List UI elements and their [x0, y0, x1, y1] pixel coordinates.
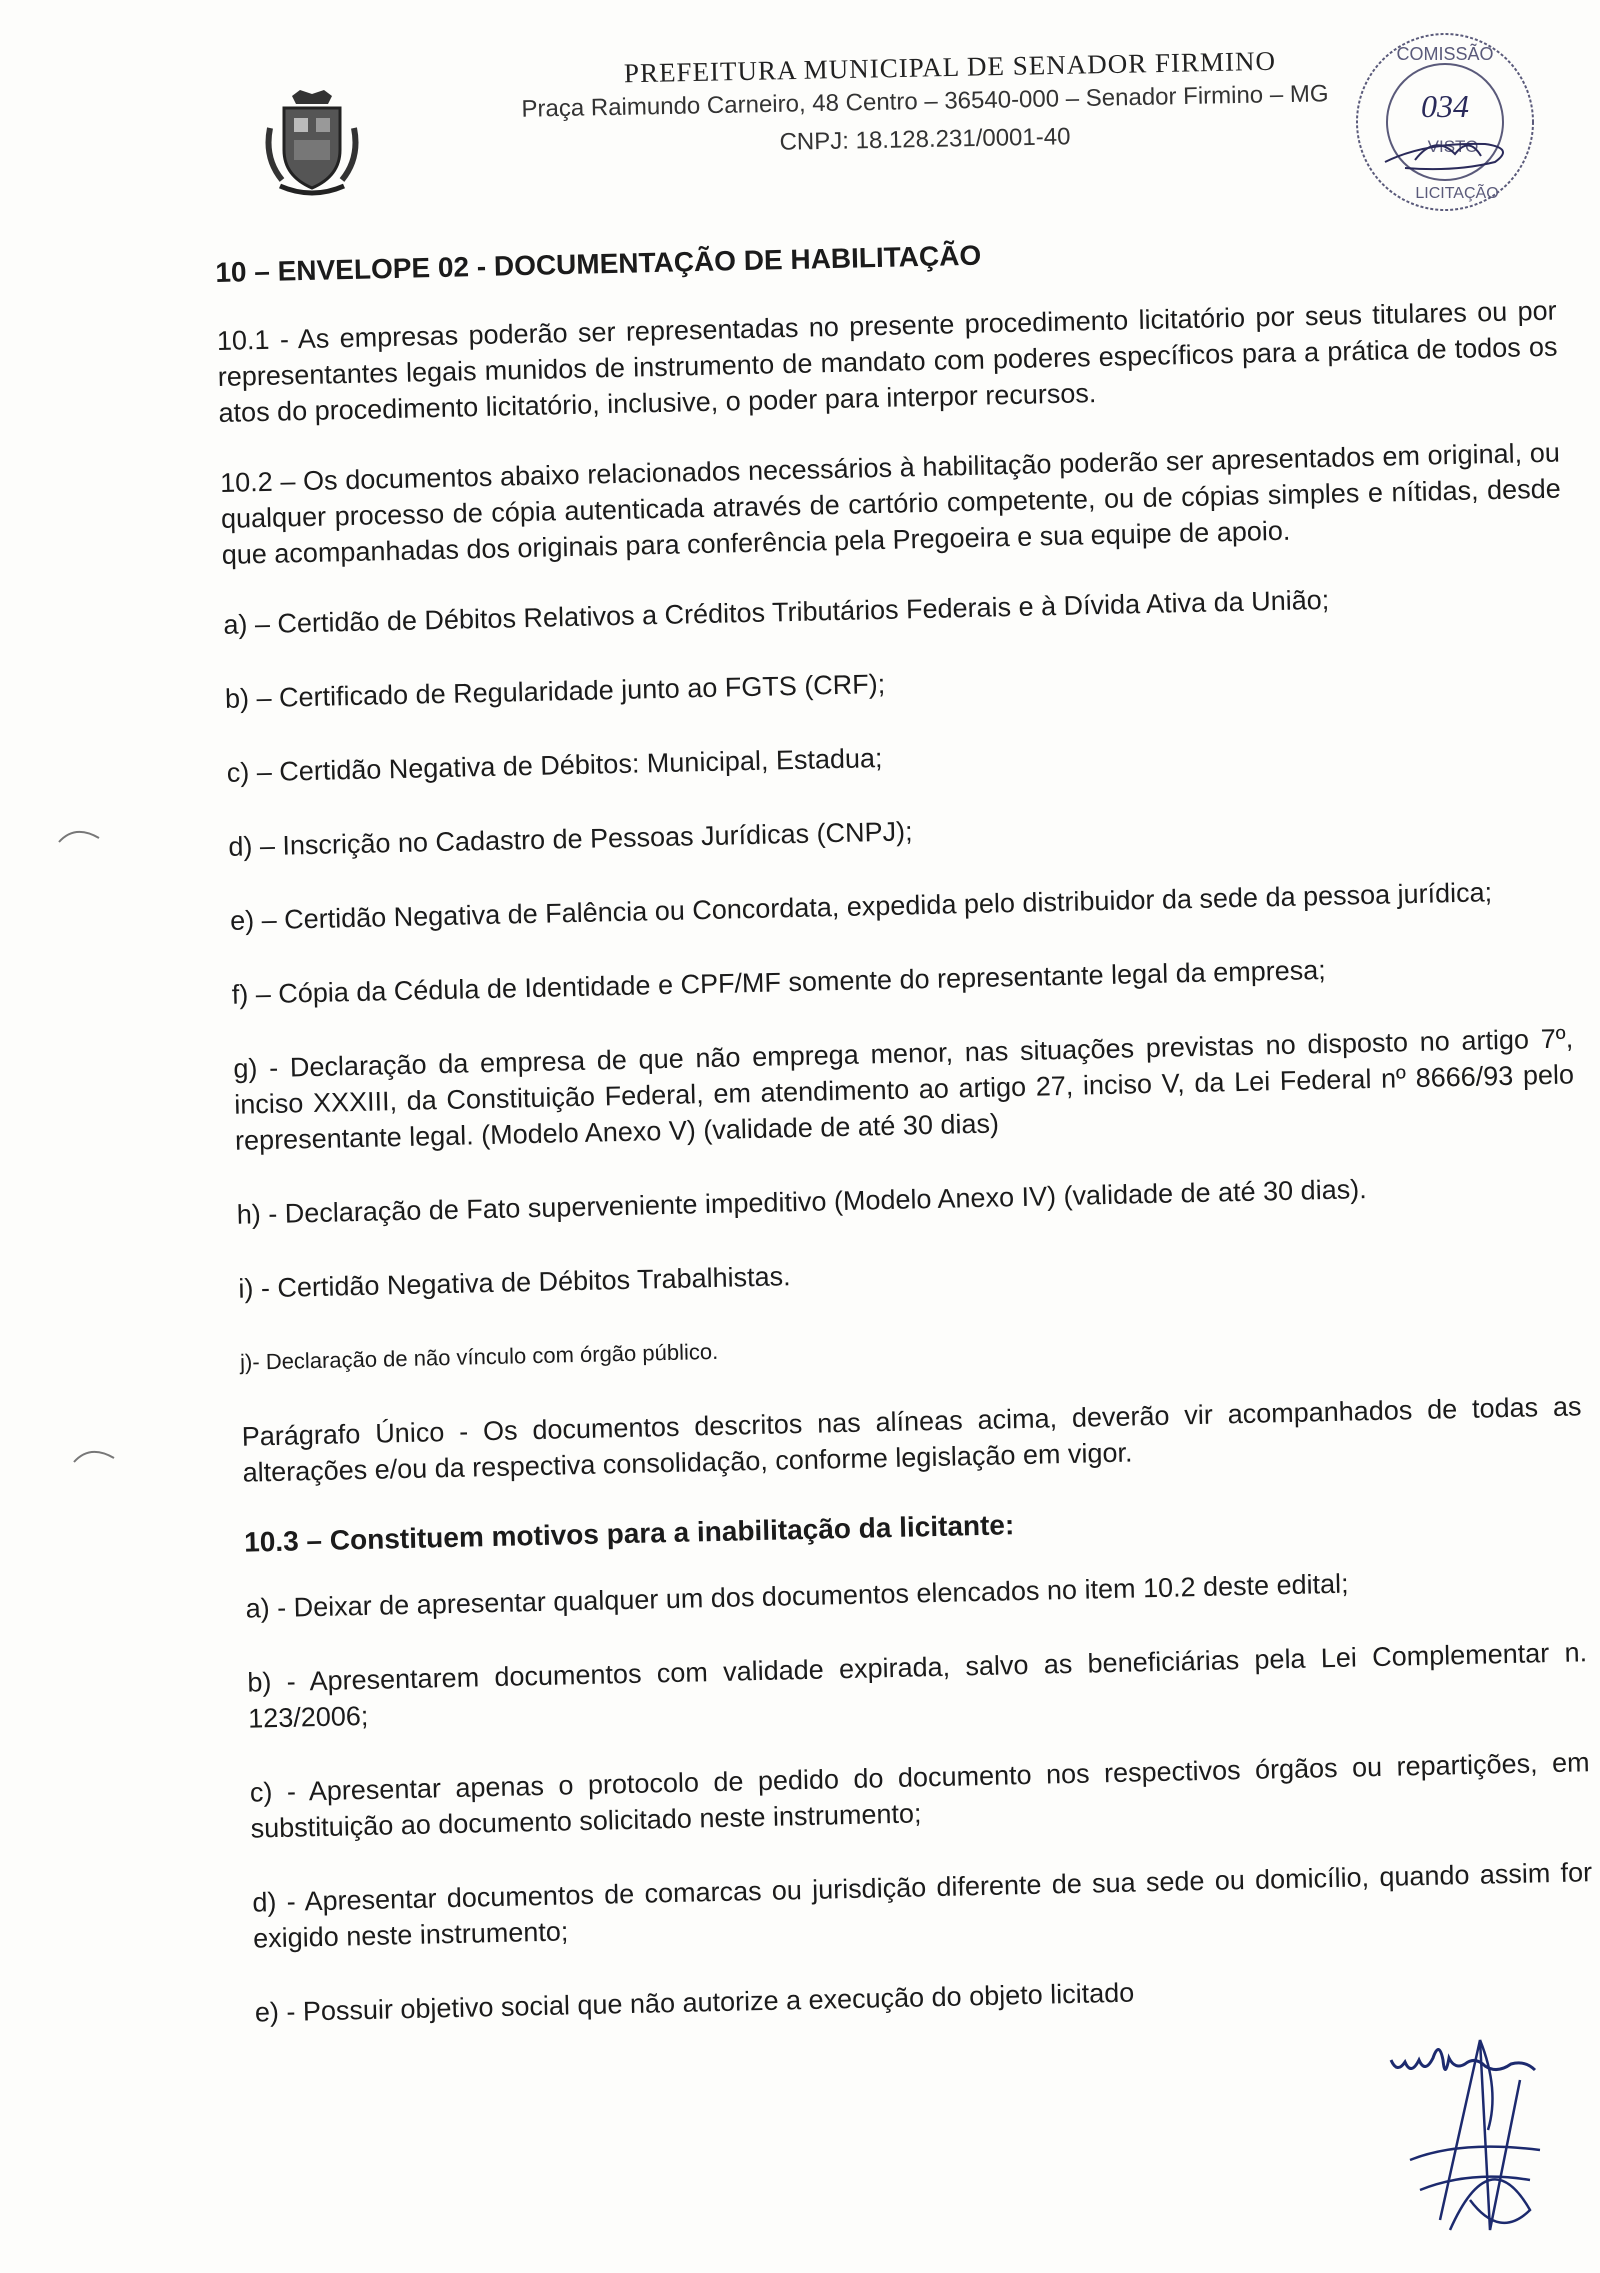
list-item: d) - Apresentar documentos de comarcas ou jurisdição diferente de sua sede ou domicílio, quando assim for exigido neste instrumento; [252, 1857, 1593, 1954]
list-item: f) – Cópia da Cédula de Identidade e CPF/MF somente do representante legal da empresa; [231, 954, 1327, 1010]
list-item: e) - Possuir objetivo social que não autorize a execução do objeto licitado [254, 1977, 1135, 2028]
paragraph-10-2: 10.2 – Os documentos abaixo relacionados necessários à habilitação poderão ser apresentados em original, ou qualquer processo de cópia autenticada através de cartório competente, ou de cópias simples e nítidas, desde que acompanhadas dos originais para conferência pela Pregoeira e sua equipe de apoio. [219, 437, 1561, 570]
list-item: c) - Apresentar apenas o protocolo de pedido do documento nos respectivos órgãos ou repartições, em substituição ao documento solicitado neste instrumento; [249, 1747, 1590, 1844]
list-item: i) - Certidão Negativa de Débitos Trabalhistas. [238, 1261, 791, 1304]
document-body [215, 225, 1596, 2069]
stamp-visto: VISTO [1427, 137, 1479, 156]
section-10-heading: 10 – ENVELOPE 02 - DOCUMENTAÇÃO DE HABILITAÇÃO [215, 239, 982, 288]
list-item: e) – Certidão Negativa de Falência ou Concordata, expedida pelo distribuidor da sede da pessoa jurídica; [229, 877, 1493, 936]
header-address: Praça Raimundo Carneiro, 48 Centro – 36540-000 – Senador Firmino – MG [521, 80, 1329, 123]
header-title: PREFEITURA MUNICIPAL DE SENADOR FIRMINO [623, 45, 1277, 89]
list-item: b) - Apresentarem documentos com validade expirada, salvo as beneficiárias pela Lei Complementar n. 123/2006; [247, 1637, 1588, 1734]
list-item: b) – Certificado de Regularidade junto ao FGTS (CRF); [224, 668, 886, 714]
paragrafo-unico: Parágrafo Único - Os documentos descritos nas alíneas acima, deverão vir acompanhados de todas as alterações e/ou da respectiva consolidação, conforme legislação em vigor. [241, 1391, 1582, 1488]
signature [1380, 2020, 1550, 2250]
commission-stamp [1345, 22, 1545, 222]
stamp-bottom-text: LICITAÇÃO [1415, 185, 1499, 202]
list-item: d) – Inscrição no Cadastro de Pessoas Jurídicas (CNPJ); [228, 816, 913, 862]
list-item: c) – Certidão Negativa de Débitos: Municipal, Estadua; [226, 742, 883, 788]
list-item: j)- Declaração de não vínculo com órgão público. [239, 1338, 719, 1375]
list-item: a) – Certidão de Débitos Relativos a Créditos Tributários Federais e à Dívida Ativa da União; [223, 584, 1330, 640]
stamp-page-number: 034 [1421, 88, 1469, 124]
section-10-3-heading: 10.3 – Constituem motivos para a inabilitação da licitante: [243, 1509, 1015, 1558]
list-item: g) - Declaração da empresa de que não emprega menor, nas situações previstas no disposto no artigo 7º, inciso XXXIII, da Constituição Federal, em atendimento ao artigo 27, inciso V, da Lei Federal nº 8666/93 pelo representante legal. (Modelo Anexo V) (validade de até 30 dias) [233, 1023, 1575, 1156]
margin-mark [55, 820, 105, 850]
header-cnpj: CNPJ: 18.128.231/0001-40 [779, 123, 1071, 156]
list-item: h) - Declaração de Fato superveniente impeditivo (Modelo Anexo IV) (validade de até 30 dias). [236, 1174, 1367, 1230]
list-item: a) - Deixar de apresentar qualquer um dos documentos elencados no item 10.2 deste edital; [245, 1568, 1349, 1624]
stamp-top-text: COMISSÃO [1396, 44, 1494, 64]
municipal-crest-icon [262, 88, 362, 200]
paragraph-10-1: 10.1 - As empresas poderão ser representadas no presente procedimento licitatório por seus titulares ou por representantes legais munidos de instrumento de mandato com poderes específicos para a prática de todos os atos do procedimento licitatório, inclusive, o poder para interpor recursos. [216, 295, 1558, 428]
margin-mark [70, 1440, 120, 1470]
